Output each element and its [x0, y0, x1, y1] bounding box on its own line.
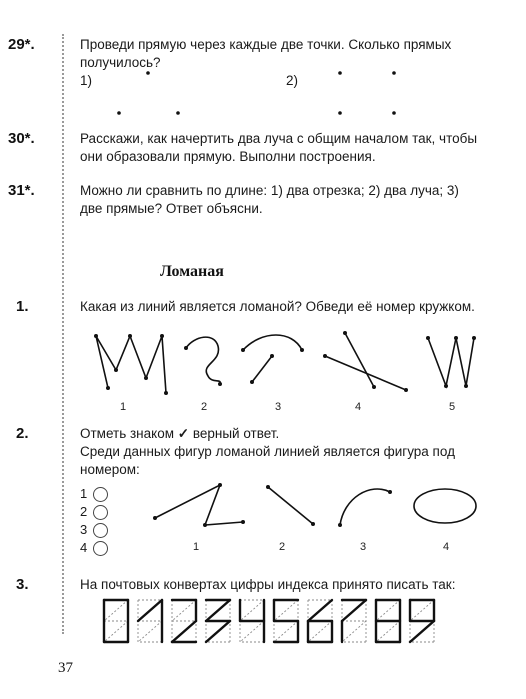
postal-digits	[104, 600, 434, 642]
point	[250, 380, 254, 384]
point	[117, 111, 121, 115]
task-1-figure-1	[96, 336, 166, 393]
digit-guide-line	[308, 621, 332, 642]
point	[184, 346, 188, 350]
exercise-29-number: 29*.	[8, 36, 35, 53]
digit-stroke	[206, 600, 230, 621]
digit-stroke	[138, 600, 162, 621]
point	[241, 520, 245, 524]
point	[372, 385, 376, 389]
digit-guide-line	[138, 621, 162, 642]
point	[343, 331, 347, 335]
section-title: Ломаная	[160, 263, 224, 280]
point	[311, 522, 315, 526]
digit-guide-line	[376, 621, 400, 642]
point	[218, 382, 222, 386]
point	[106, 386, 110, 390]
point	[146, 71, 150, 75]
task-2-label-4: 4	[442, 541, 450, 553]
point	[128, 334, 132, 338]
exercise-30-text: Расскажи, как начертить два луча с общим началом так, чтобы они образовали прямую. Выполни построения.	[80, 131, 478, 164]
point	[241, 348, 245, 352]
point	[338, 523, 342, 527]
postal-digit-6	[308, 600, 332, 642]
digit-stroke	[410, 621, 434, 642]
point	[164, 391, 168, 395]
task-2-figure-1	[155, 485, 243, 525]
task-1-text: Какая из линий является ломаной? Обведи её номер кружком.	[80, 299, 475, 314]
exercise-29-points	[117, 71, 396, 115]
task-1-label-3: 3	[274, 401, 282, 413]
task-3-number: 3.	[16, 576, 29, 593]
point	[388, 490, 392, 494]
digit-guide-line	[240, 621, 264, 642]
task-2-number: 2.	[16, 425, 29, 442]
point	[144, 376, 148, 380]
task-1-label-1: 1	[119, 401, 127, 413]
point	[153, 516, 157, 520]
point	[114, 368, 118, 372]
task-2-text: Среди данных фигур ломаной линией является фигура под номером:	[80, 444, 455, 477]
task-1-figure-4-line-b	[325, 356, 406, 390]
digit-stroke	[206, 621, 230, 642]
digit-guide-line	[376, 600, 400, 621]
task-2-endpoints	[153, 483, 392, 527]
point	[323, 354, 327, 358]
point	[94, 334, 98, 338]
task-1-label-4: 4	[354, 401, 362, 413]
postal-digit-3	[206, 600, 230, 642]
task-1-label-5: 5	[448, 401, 456, 413]
point	[270, 354, 274, 358]
point	[392, 111, 396, 115]
digit-guide-line	[104, 621, 128, 642]
postal-digit-9	[410, 600, 434, 642]
point	[300, 348, 304, 352]
option-2-label: 2	[80, 504, 88, 519]
option-4-label: 4	[80, 540, 88, 555]
digit-guide-line	[342, 621, 366, 642]
postal-digit-4	[240, 600, 264, 642]
postal-digit-1	[138, 600, 162, 642]
postal-digit-5	[274, 600, 298, 642]
task-1-number: 1.	[16, 298, 29, 315]
page-number: 37	[58, 660, 73, 676]
postal-digit-2	[172, 600, 196, 642]
postal-digit-0	[104, 600, 128, 642]
exercise-29-sub2: 2)	[286, 73, 299, 88]
digit-guide-line	[410, 600, 434, 621]
point	[392, 71, 396, 75]
digit-stroke	[172, 621, 196, 642]
task-1-figure-5	[428, 338, 474, 386]
task-2-figure-3	[340, 489, 390, 525]
task-2-figures	[155, 485, 476, 525]
point	[426, 336, 430, 340]
point	[472, 336, 476, 340]
point	[444, 384, 448, 388]
exercise-31-number: 31*.	[8, 182, 35, 199]
exercise-29-text: Проведи прямую через каждые две точки. Сколько прямых получилось?	[80, 37, 452, 70]
exercise-30-number: 30*.	[8, 130, 35, 147]
postal-digit-7	[342, 600, 366, 642]
postal-digit-8	[376, 600, 400, 642]
point	[266, 485, 270, 489]
point	[338, 111, 342, 115]
task-2-figure-4	[414, 489, 476, 523]
digit-stroke	[342, 600, 366, 621]
task-1-figure-3	[243, 335, 302, 350]
point	[176, 111, 180, 115]
task-3-text: На почтовых конвертах цифры индекса принято писать так:	[80, 577, 456, 592]
task-2-label-3: 3	[359, 541, 367, 553]
point	[160, 334, 164, 338]
digit-guide-line	[274, 600, 298, 621]
task-2-instruction-after: верный ответ.	[192, 426, 280, 441]
point	[454, 336, 458, 340]
digit-guide-line	[172, 600, 196, 621]
exercise-31-text: Можно ли сравнить по длине: 1) два отрезка; 2) два луча; 3) две прямые? Ответ объясни.	[80, 183, 459, 216]
task-2-label-1: 1	[192, 541, 200, 553]
point	[203, 523, 207, 527]
option-1-label: 1	[80, 486, 88, 501]
digit-stroke	[308, 600, 332, 621]
point	[464, 384, 468, 388]
task-1-figure-2	[186, 337, 220, 384]
task-1-label-2: 2	[200, 401, 208, 413]
digit-guide-line	[104, 600, 128, 621]
option-3-label: 3	[80, 522, 88, 537]
checkmark-icon: ✓	[177, 426, 190, 441]
task-1-figure-3-line	[252, 356, 272, 382]
task-1-figures	[96, 333, 474, 393]
point	[218, 483, 222, 487]
task-2-label-2: 2	[278, 541, 286, 553]
task-1-figure-4-line-a	[345, 333, 374, 387]
task-2-figure-2	[268, 487, 313, 524]
point	[404, 388, 408, 392]
task-2-instruction-before: Отметь знаком	[80, 426, 174, 441]
digit-guide-line	[274, 621, 298, 642]
digit-guide-line	[240, 600, 264, 621]
exercise-29-sub1: 1)	[80, 73, 93, 88]
point	[338, 71, 342, 75]
